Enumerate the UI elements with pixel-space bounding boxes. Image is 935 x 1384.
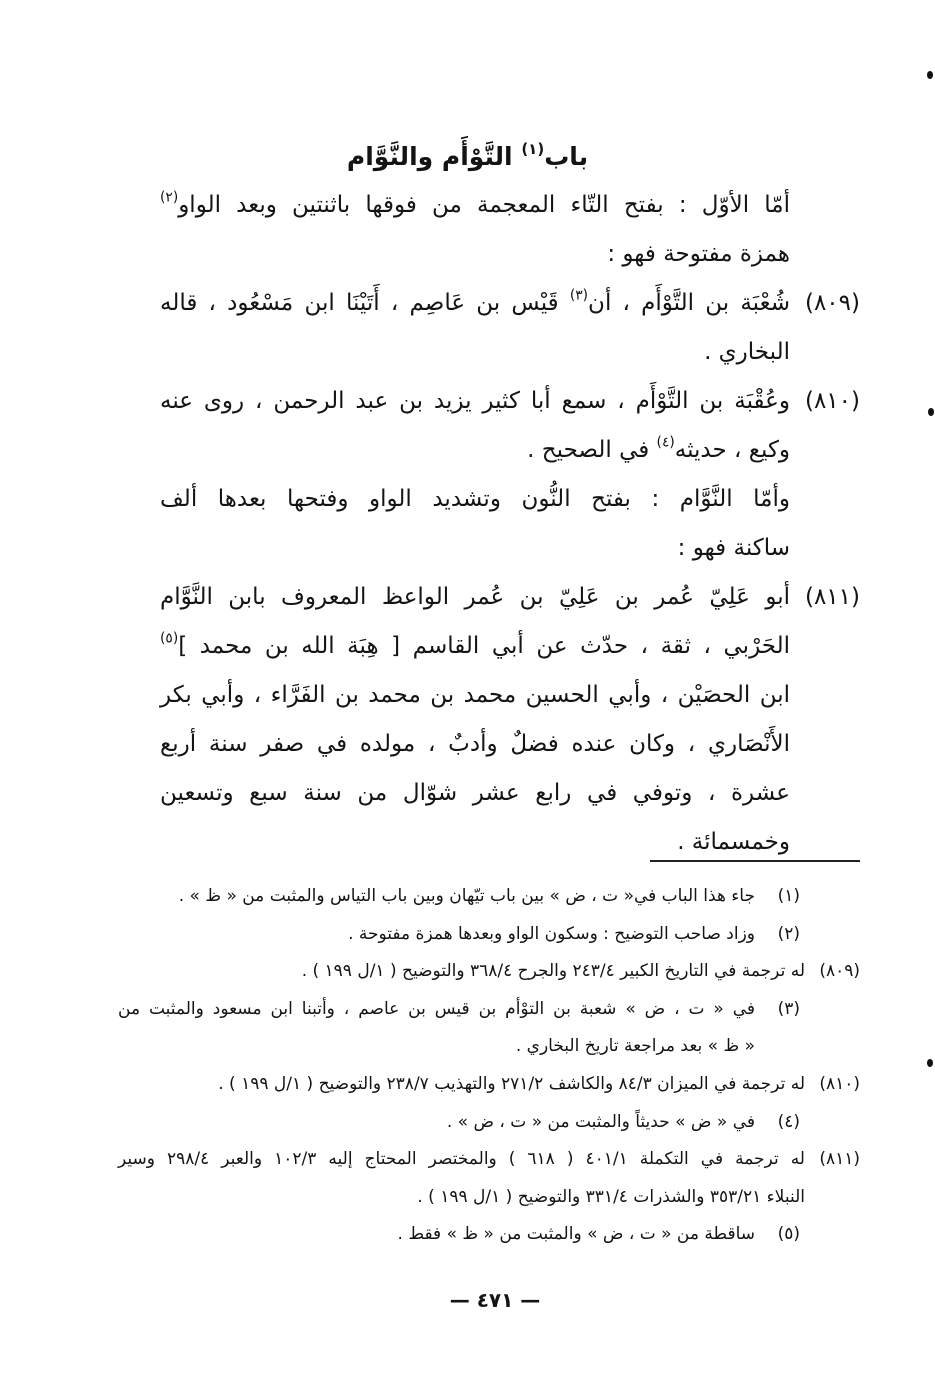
text-segment: شُعْبَة بن التَّوْأَم ، أن [588, 290, 790, 316]
footnotes [118, 878, 860, 1254]
entry-number: (٨٠٩) [804, 290, 860, 316]
footnote-text [118, 1066, 805, 1104]
paragraph-text [160, 475, 790, 573]
scan-mark [927, 1059, 933, 1067]
footnote-ref: (٤) [656, 434, 675, 451]
entry-number-empty [790, 181, 860, 230]
text-segment: في الصحيح . [527, 437, 657, 463]
section-2-paragraph [160, 475, 860, 573]
footnote-number: (٥) [777, 1224, 800, 1245]
entry-number: (٨١٠) [804, 388, 860, 414]
footnote-text [118, 1141, 805, 1216]
footnote-line: « ظ » بعد مراجعة تاريخ البخاري . [515, 1036, 755, 1057]
text-line: البخاري . [704, 339, 790, 365]
text-segment: الحَرْبي ، ثقة ، حدّث عن أبي القاسم [ هِبَة الله بن محمد ] [178, 633, 790, 659]
entry-811 [160, 573, 860, 867]
entry-text [160, 279, 790, 377]
footnote-line: له ترجمة في التكملة ٤٠١/١ ( ٦١٨ ) والمختصر المحتاج إليه ١٠٢/٣ والعبر ٢٩٨/٤ وسير [118, 1149, 805, 1170]
footnote-text [118, 1104, 755, 1142]
text-segment: قَيْس بن عَاصِم ، أَتَيْنَا ابن مَسْعُود ، قاله [160, 290, 570, 316]
page-number: — ٤٧١ — [449, 1288, 541, 1312]
text-line: وأمّا النَّوَّام : بفتح النُّون وتشديد الواو وفتحها بعدها ألف [160, 486, 790, 512]
footnote-text [118, 953, 805, 991]
footnote-entry-ref [118, 953, 860, 991]
entry-number-empty [790, 475, 860, 524]
footnote-number: (٤) [777, 1111, 800, 1132]
scan-mark [927, 71, 933, 79]
footnote-number: (٢) [777, 923, 800, 944]
chapter-title [0, 132, 935, 181]
chapter-title-word: باب [544, 142, 589, 171]
footnote-line: وزاد صاحب التوضيح : وسكون الواو وبعدها همزة مفتوحة . [348, 923, 755, 944]
footnote [118, 991, 860, 1066]
footnote-ref: (٢) [160, 189, 179, 206]
footnote-ref: (١) [521, 139, 545, 158]
footnote-text [118, 991, 755, 1066]
text-line: وخمسمائة . [677, 829, 790, 855]
footnote [118, 878, 860, 916]
footnote [118, 1104, 860, 1142]
text-line [160, 279, 790, 328]
footnote-entry-ref [118, 1141, 860, 1216]
main-text [160, 181, 860, 867]
footnote-line: له ترجمة في الميزان ٨٤/٣ والكاشف ٢٧١/٢ والتهذيب ٢٣٨/٧ والتوضيح ( ١/ل ١٩٩ ) . [218, 1073, 805, 1094]
text-line: عشرة ، وتوفي في رابع عشر شوّال من سنة سبع وتسعين [160, 780, 790, 806]
chapter-title-text: التَّوْأَم والنَّوَّام [346, 142, 522, 171]
text-line: أبو عَلِيّ عُمر بن عَلِيّ بن عُمر الواعظ المعروف بابن النَّوَّام [160, 584, 790, 610]
entry-text [160, 377, 790, 475]
text-line: الأَنْصَاري ، وكان عنده فضلٌ وأدبٌ ، مولده في صفر سنة أربع [160, 731, 790, 757]
footnote-line: ساقطة من « ت ، ض » والمثبت من « ظ » فقط . [397, 1224, 755, 1245]
entry-810 [160, 377, 860, 475]
footnote-separator [650, 860, 860, 862]
footnote-text [118, 878, 755, 916]
footnote-number: (٣) [777, 998, 800, 1019]
entry-809 [160, 279, 860, 377]
footnote-number: (١) [777, 886, 800, 906]
footnote-line: جاء هذا الباب في« ت ، ض » بين باب تيّهان وبين باب التياس والمثبت من « ظ » . [178, 886, 755, 906]
footnote-line: له ترجمة في التاريخ الكبير ٢٤٣/٤ والجرح ٣٦٨/٤ والتوضيح ( ١/ل ١٩٩ ) . [301, 961, 805, 982]
text-line: همزة مفتوحة فهو : [607, 241, 790, 267]
footnote-number: (٨٠٩) [819, 961, 860, 982]
text-line: ابن الحصَيْن ، وأبي الحسين محمد بن محمد بن الفَرَّاء ، وأبي بكر [160, 682, 790, 708]
text-segment: وكيع ، حديثه [674, 437, 790, 463]
footnote-line: في « ت ، ض » شعبة بن التوْأم بن قيس بن عاصم ، وأتبنا ابن مسعود والمثبت من [118, 998, 755, 1019]
paragraph-text [160, 181, 790, 279]
text-line: ساكنة فهو : [677, 535, 790, 561]
text-line [160, 622, 790, 671]
footnote-number: (٨١٠) [819, 1073, 860, 1094]
footnote-line: النبلاء ٣٥٣/٢١ والشذرات ٣٣١/٤ والتوضيح ( ١/ل ١٩٩ ) . [417, 1186, 805, 1207]
footnote-text [118, 916, 755, 954]
text-line: وعُقْبَة بن التَّوْأَم ، سمع أبا كثير يزيد بن عبد الرحمن ، روى عنه [160, 388, 790, 414]
footnote-entry-ref [118, 1066, 860, 1104]
text-line [160, 426, 790, 475]
entry-number: (٨١١) [804, 584, 860, 610]
footnote [118, 1216, 860, 1254]
scan-mark [928, 408, 934, 416]
text-line [160, 181, 790, 230]
footnote-number: (٨١١) [819, 1149, 860, 1170]
footnote-ref: (٥) [160, 630, 179, 647]
footnote-text [118, 1216, 755, 1254]
footnote [118, 916, 860, 954]
footnote-line: في « ض » حديثاً والمثبت من « ت ، ض » . [446, 1111, 755, 1132]
intro-paragraph [160, 181, 860, 279]
text-segment: أمّا الأوّل : بفتح التّاء المعجمة من فوقها باثنتين وبعد الواو [178, 192, 790, 218]
footnote-ref: (٣) [569, 287, 589, 304]
entry-text [160, 573, 790, 867]
